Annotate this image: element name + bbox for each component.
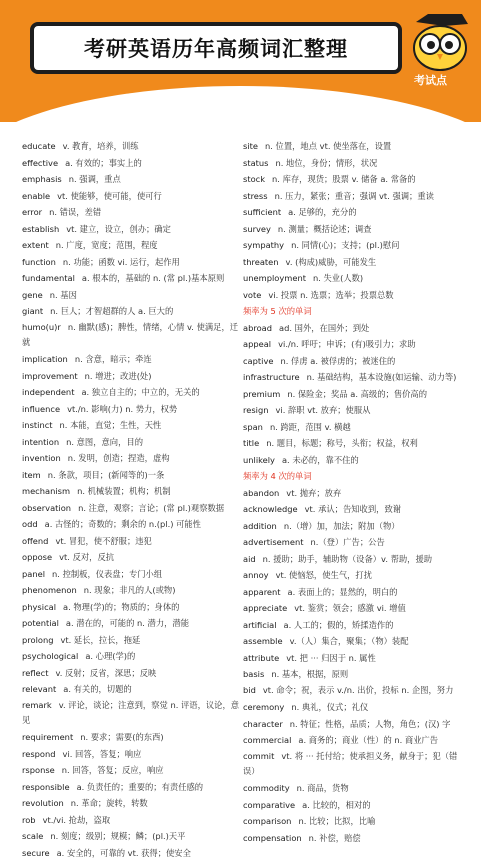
vocab-entry — [243, 188, 469, 205]
frequency-section-heading: 频率为 4 次的单词 — [243, 468, 469, 485]
vocab-entry — [22, 746, 244, 763]
vocab-word: appeal — [243, 336, 271, 353]
vocab-entry — [243, 386, 469, 403]
vocab-word: scale — [22, 828, 43, 845]
vocab-word: span — [243, 419, 263, 436]
vocab-word: site — [243, 138, 258, 155]
vocab-definition: vi./n. 呼吁；申诉；(有)吸引力；求助 — [278, 339, 416, 349]
vocab-entry — [243, 584, 469, 601]
vocab-word: improvement — [22, 368, 78, 385]
vocab-definition: n. 跨距，范围 v. 横越 — [270, 422, 351, 432]
vocab-entry — [243, 419, 469, 436]
vocab-entry — [22, 368, 244, 385]
vocab-definition: vi. 回答，答复；响应 — [63, 749, 142, 759]
vocab-entry — [22, 467, 244, 484]
vocab-word: influence — [22, 401, 60, 418]
vocab-definition: a. 足够的，充分的 — [288, 207, 356, 217]
vocab-word: emphasis — [22, 171, 62, 188]
vocab-entry — [22, 681, 244, 698]
vocab-word: responsible — [22, 779, 70, 796]
vocab-word: abroad — [243, 320, 272, 337]
vocab-word: vote — [243, 287, 261, 304]
vocab-definition: a. 未必的，靠不住的 — [282, 455, 359, 465]
vocab-definition: n. 压力，紧张；重音；强调 vt. 强调；重读 — [275, 191, 434, 201]
vocab-definition: vt./vi. 抢劫，盗取 — [43, 815, 111, 825]
vocab-entry — [243, 221, 469, 238]
vocab-word: phenomenon — [22, 582, 77, 599]
vocab-entry — [22, 615, 244, 632]
vocab-entry — [22, 828, 244, 845]
vocab-definition: a. 安全的，可靠的 vt. 获得；使安全 — [57, 848, 191, 858]
vocab-entry — [243, 683, 469, 700]
vocab-word: error — [22, 204, 42, 221]
vocab-entry — [22, 221, 244, 238]
vocab-entry — [243, 435, 469, 452]
brand-label: 考试点 — [414, 72, 447, 88]
vocab-definition: v.（人）集合，聚集；（物）装配 — [290, 636, 409, 646]
vocab-entry — [243, 171, 469, 188]
vocab-entry — [243, 699, 469, 716]
vocab-entry — [243, 534, 469, 551]
vocab-word: status — [243, 155, 269, 172]
vocab-definition: n. 比较；比拟，比喻 — [298, 816, 375, 826]
vocab-definition: a. 潜在的，可能的 n. 潜力，潜能 — [66, 618, 189, 628]
vocab-word: humo(u)r — [22, 320, 61, 335]
vocab-definition: n. 位置，地点 vt. 使坐落在，设置 — [265, 141, 391, 151]
vocabulary-columns — [0, 138, 481, 794]
vocab-word: mechanism — [22, 483, 70, 500]
vocab-entry — [22, 384, 244, 401]
vocab-entry — [243, 797, 469, 814]
banner-curve — [0, 86, 481, 122]
vocab-definition: a. 古怪的；奇数的；剩余的 n.(pl.) 可能性 — [45, 519, 201, 529]
vocab-definition: n. 地位，身份；情形，状况 — [276, 158, 378, 168]
right-column — [243, 138, 469, 846]
vocab-definition: n. 库存，现货；股票 v. 储备 a. 常备的 — [272, 174, 416, 184]
vocab-word: requirement — [22, 729, 73, 746]
vocab-definition: n. 巨人；才智超群的人 a. 巨大的 — [50, 306, 173, 316]
vocab-entry — [243, 204, 469, 221]
vocab-definition: n. 本能，直觉；生性，天性 — [60, 420, 162, 430]
vocab-word: rsponse — [22, 762, 55, 779]
vocab-entry — [22, 779, 244, 796]
header-banner — [0, 0, 481, 122]
vocab-word: unemployment — [243, 270, 306, 287]
vocab-word: independent — [22, 384, 74, 401]
vocab-word: bid — [243, 683, 256, 698]
vocab-definition: n. 控制板，仪表盘；专门小组 — [52, 569, 162, 579]
vocab-entry — [22, 582, 244, 599]
vocab-entry — [243, 749, 469, 781]
vocab-definition: n. 援助；助手，辅助物（设备）v. 帮助，援助 — [263, 554, 432, 564]
vocab-entry — [22, 549, 244, 566]
vocab-word: function — [22, 254, 56, 271]
vocab-definition: vt. 命令；祝，表示 v./n. 出价，投标 n. 企图，努力 — [263, 685, 454, 695]
vocab-entry — [243, 617, 469, 634]
vocab-definition: vi. 投票 n. 选票；选举；投票总数 — [268, 290, 393, 300]
vocab-definition: n. 机械装置；机构；机制 — [77, 486, 171, 496]
vocab-definition: vt. 建立，设立，创办；确定 — [66, 224, 171, 234]
vocab-word: offend — [22, 533, 48, 550]
vocab-definition: n. 基础结构，基本设施(如运输、动力等) — [307, 372, 457, 382]
vocab-definition: n. 同情(心)；支持；(pl.)慰问 — [291, 240, 399, 250]
vocab-definition: a. 有效的；事实上的 — [65, 158, 142, 168]
vocab-definition: n. 题目，标题；称号，头衔；权益，权利 — [266, 438, 418, 448]
vocab-word: annoy — [243, 567, 269, 584]
vocab-word: assemble — [243, 633, 283, 650]
vocab-definition: a. 有关的，切题的 — [63, 684, 131, 694]
vocab-definition: vt. 使恼怒，使生气，打扰 — [276, 570, 372, 580]
vocab-word: resign — [243, 402, 269, 419]
vocab-word: implication — [22, 351, 68, 368]
vocab-entry — [22, 303, 244, 320]
vocab-word: unlikely — [243, 452, 275, 469]
vocab-word: respond — [22, 746, 56, 763]
vocab-entry — [22, 287, 244, 304]
vocab-word: sufficient — [243, 204, 281, 221]
vocab-definition: vt. 鉴赏；领会；感激 vi. 增值 — [294, 603, 406, 613]
vocab-word: item — [22, 467, 41, 484]
vocab-entry — [22, 698, 244, 730]
vocab-definition: a. 人工的；假的，矫揉造作的 — [284, 620, 394, 630]
vocab-word: threaten — [243, 254, 279, 271]
page-title: 考研英语历年高频词汇整理 — [84, 33, 348, 63]
vocab-entry — [243, 551, 469, 568]
vocab-definition: vi. 辞职 vt. 放弃；使服从 — [276, 405, 371, 415]
vocab-word: stock — [243, 171, 265, 188]
vocab-definition: n. 基因 — [50, 290, 77, 300]
vocab-word: giant — [22, 303, 43, 320]
vocab-word: enable — [22, 188, 50, 205]
vocab-word: revolution — [22, 795, 64, 812]
vocab-word: basis — [243, 666, 264, 683]
vocab-entry — [243, 155, 469, 172]
vocab-definition: n.（登）广告；公告 — [310, 537, 384, 547]
vocab-word: character — [243, 716, 283, 733]
vocab-word: psychological — [22, 648, 78, 665]
vocab-entry — [22, 254, 244, 271]
vocab-entry — [22, 566, 244, 583]
vocab-definition: v. (构成)威胁，可能发生 — [286, 257, 377, 267]
vocab-entry — [22, 351, 244, 368]
vocab-definition: n. 注意，观察；言论；(常 pl.)观察数据 — [78, 503, 224, 513]
vocab-definition: n. 条款，项目；(新闻等的)一条 — [48, 470, 165, 480]
vocab-entry — [243, 518, 469, 535]
vocab-word: potential — [22, 615, 59, 632]
vocab-definition: n. 意图，意向，目的 — [66, 437, 143, 447]
vocab-definition: vt./n. 影响(力) n. 势力，权势 — [67, 404, 177, 414]
vocab-definition: a. 商务的；商业（性）的 n. 商业广告 — [298, 735, 438, 745]
vocab-word: infrastructure — [243, 369, 300, 386]
vocab-definition: a. 根本的，基础的 n. (常 pl.)基本原则 — [82, 273, 224, 283]
vocab-definition: a. 负责任的；重要的；有责任感的 — [77, 782, 204, 792]
vocab-definition: n. 要求；需要(的东西) — [80, 732, 163, 742]
vocab-entry — [243, 813, 469, 830]
vocab-word: reflect — [22, 665, 48, 682]
vocab-word: premium — [243, 386, 280, 403]
vocab-word: acknowledge — [243, 501, 298, 518]
vocab-definition: n. 保险金；奖品 a. 高级的；售价高的 — [287, 389, 427, 399]
vocab-word: addition — [243, 518, 277, 535]
vocab-word: physical — [22, 599, 56, 616]
vocab-entry — [243, 501, 469, 518]
vocab-definition: n. 测量；概括论述；调查 — [278, 224, 372, 234]
vocab-entry — [243, 369, 469, 386]
vocab-entry — [243, 402, 469, 419]
vocab-word: comparison — [243, 813, 291, 830]
vocab-definition: n.（增）加，加法；附加（物） — [284, 521, 400, 531]
left-column — [22, 138, 244, 861]
vocab-word: captive — [243, 353, 274, 370]
vocab-entry — [243, 600, 469, 617]
vocab-entry — [243, 732, 469, 749]
vocab-definition: n. 回答，答复；反应，响应 — [62, 765, 164, 775]
vocab-entry — [22, 599, 244, 616]
vocab-entry — [243, 138, 469, 155]
vocab-definition: vt. 把 ··· 归因于 n. 属性 — [286, 653, 376, 663]
vocab-entry — [22, 171, 244, 188]
vocab-definition: a. 独立自主的；中立的，无关的 — [81, 387, 199, 397]
vocab-entry — [243, 353, 469, 370]
vocab-definition: vt. 反对，反抗 — [59, 552, 114, 562]
vocab-entry — [22, 632, 244, 649]
vocab-entry — [22, 204, 244, 221]
vocab-definition: n. 失业(人数) — [313, 273, 363, 283]
vocab-entry — [22, 270, 244, 287]
vocab-word: compensation — [243, 830, 302, 847]
vocab-definition: a. 比较的，相对的 — [302, 800, 370, 810]
vocab-definition: n. 强调，重点 — [69, 174, 121, 184]
vocab-entry — [243, 452, 469, 469]
vocab-word: educate — [22, 138, 56, 155]
vocab-definition: a. 表面上的；显然的，明白的 — [288, 587, 398, 597]
vocab-word: establish — [22, 221, 59, 238]
vocab-entry — [243, 254, 469, 271]
vocab-word: prolong — [22, 632, 53, 649]
vocab-definition: vt. 延长，拉长，拖延 — [60, 635, 140, 645]
vocab-definition: ad. 国外，在国外；到处 — [279, 323, 369, 333]
vocab-definition: vt. 冒犯，使不舒服；违犯 — [55, 536, 151, 546]
vocab-definition: n. 发明，创造；捏造，虚构 — [68, 453, 170, 463]
vocab-definition: n. 基本，根据，原则 — [271, 669, 348, 679]
vocab-word: artificial — [243, 617, 277, 634]
frequency-section-heading: 频率为 5 次的单词 — [243, 303, 469, 320]
vocab-word: relevant — [22, 681, 56, 698]
vocab-definition: n. 俘虏 a. 被俘虏的；被迷住的 — [281, 356, 396, 366]
vocab-entry — [243, 780, 469, 797]
vocab-word: apparent — [243, 584, 281, 601]
vocab-entry — [243, 650, 469, 667]
vocab-word: odd — [22, 516, 38, 533]
vocab-entry — [22, 729, 244, 746]
vocab-entry — [243, 237, 469, 254]
vocab-entry — [243, 716, 469, 733]
vocab-definition: v. 反射；反省，深思；反映 — [55, 668, 156, 678]
vocab-definition: n. 幽默(感)；脾性，情绪，心情 v. 使满足，迁就 — [22, 322, 238, 347]
vocab-definition: v. 教育，培养，训练 — [63, 141, 139, 151]
vocab-entry — [22, 320, 244, 352]
vocab-definition: n. 功能；函数 vi. 运行，起作用 — [63, 257, 180, 267]
vocab-word: effective — [22, 155, 58, 172]
vocab-entry — [243, 270, 469, 287]
vocab-definition: n. 特征；性格，品质；人物，角色；(汉) 字 — [290, 719, 451, 729]
vocab-entry — [22, 138, 244, 155]
vocab-definition: n. 错误，差错 — [49, 207, 101, 217]
vocab-definition: vt. 使能够，使可能，使可行 — [57, 191, 162, 201]
vocab-entry — [22, 500, 244, 517]
vocab-word: panel — [22, 566, 45, 583]
vocab-entry — [22, 401, 244, 418]
vocab-definition: n. 刻度；级别；规模；鳞；(pl.)天平 — [50, 831, 185, 841]
vocab-entry — [22, 450, 244, 467]
vocab-word: ceremony — [243, 699, 284, 716]
vocab-word: observation — [22, 500, 71, 517]
vocab-word: appreciate — [243, 600, 287, 617]
vocab-word: commodity — [243, 780, 290, 797]
vocab-entry — [243, 336, 469, 353]
vocab-entry — [22, 417, 244, 434]
vocab-word: title — [243, 435, 259, 452]
vocab-word: advertisement — [243, 534, 303, 551]
vocab-word: comparative — [243, 797, 295, 814]
vocab-definition: n. 现象；非凡的人(或物) — [84, 585, 176, 595]
vocab-definition: vt. 承认；告知收到，致谢 — [305, 504, 401, 514]
vocab-entry — [243, 485, 469, 502]
vocab-word: sympathy — [243, 237, 284, 254]
vocab-word: survey — [243, 221, 271, 238]
vocab-word: aid — [243, 551, 256, 568]
vocab-word: attribute — [243, 650, 279, 667]
vocab-definition: v. 评论，谈论；注意到，察觉 n. 评语，议论，意见 — [22, 700, 239, 725]
vocab-word: instinct — [22, 417, 53, 434]
vocab-definition: n. 革命；旋转，转数 — [71, 798, 148, 808]
vocab-entry — [22, 762, 244, 779]
vocab-word: fundamental — [22, 270, 75, 287]
vocab-entry — [22, 795, 244, 812]
vocab-entry — [243, 633, 469, 650]
vocab-entry — [22, 155, 244, 172]
vocab-word: secure — [22, 845, 50, 861]
vocab-entry — [243, 287, 469, 304]
vocab-definition: n. 商品，货物 — [297, 783, 349, 793]
owl-mascot-icon — [404, 8, 474, 78]
vocab-definition: n. 典礼，仪式；礼仪 — [291, 702, 368, 712]
vocab-word: rob — [22, 812, 36, 829]
vocab-entry — [243, 320, 469, 337]
vocab-entry — [22, 665, 244, 682]
vocab-entry — [22, 845, 244, 861]
vocab-word: oppose — [22, 549, 52, 566]
vocab-entry — [22, 434, 244, 451]
vocab-word: remark — [22, 698, 52, 713]
vocab-definition: n. 增进；改进(处) — [85, 371, 152, 381]
vocab-word: commercial — [243, 732, 291, 749]
vocab-entry — [243, 666, 469, 683]
vocab-word: stress — [243, 188, 268, 205]
vocab-word: abandon — [243, 485, 279, 502]
vocab-word: invention — [22, 450, 61, 467]
vocab-definition: vt. 将 ··· 托付给；使承担义务，献身于；犯（错误） — [243, 751, 457, 776]
vocab-entry — [22, 533, 244, 550]
title-box — [30, 22, 402, 74]
vocab-definition: a. 物理(学)的；物质的；身体的 — [63, 602, 179, 612]
vocab-entry — [22, 237, 244, 254]
vocab-definition: a. 心理(学)的 — [85, 651, 135, 661]
vocab-definition: n. 补偿，赔偿 — [309, 833, 361, 843]
vocab-entry — [22, 648, 244, 665]
vocab-word: extent — [22, 237, 49, 254]
vocab-entry — [22, 188, 244, 205]
vocab-definition: n. 广度，宽度；范围，程度 — [56, 240, 158, 250]
vocab-word: gene — [22, 287, 43, 304]
vocab-entry — [22, 516, 244, 533]
vocab-word: commit — [243, 749, 274, 764]
vocab-definition: n. 含意，暗示；牵连 — [75, 354, 152, 364]
vocab-word: intention — [22, 434, 59, 451]
vocab-entry — [243, 567, 469, 584]
vocab-entry — [22, 483, 244, 500]
vocab-definition: vt. 抛弃；放弃 — [286, 488, 341, 498]
vocab-entry — [22, 812, 244, 829]
vocab-entry — [243, 830, 469, 847]
